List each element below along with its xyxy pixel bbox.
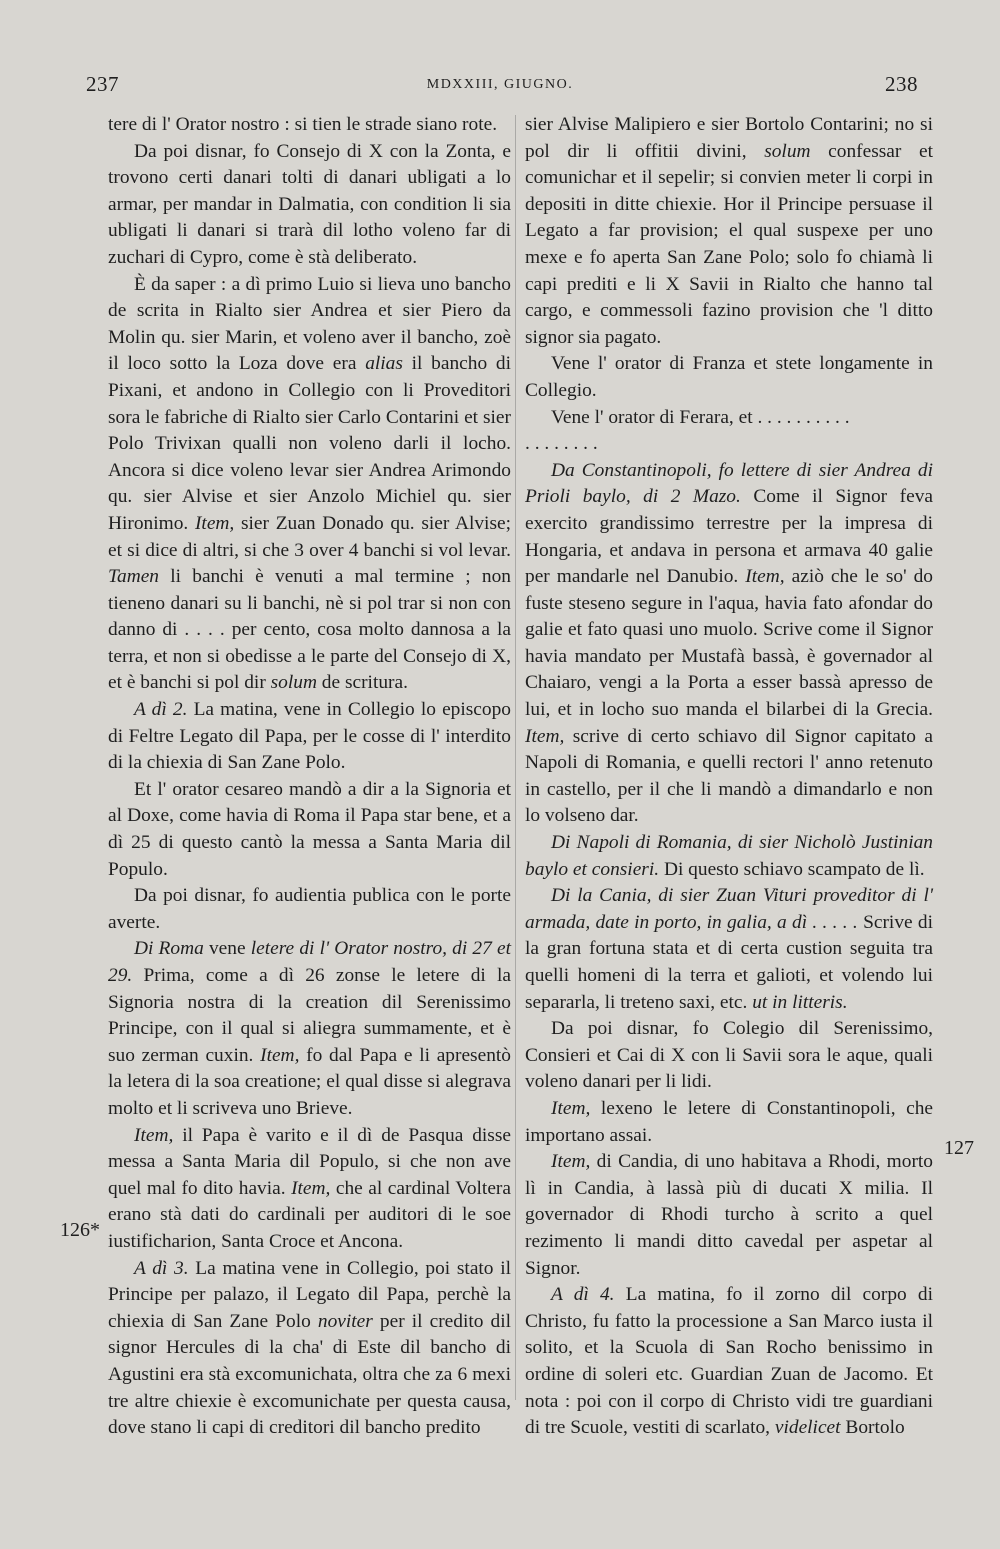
column-divider xyxy=(515,115,516,1400)
paragraph: A dì 2. La matina, vene in Collegio lo episcopo di Feltre Legato dil Papa, per le cosse di l' interdito di la chiexia di San Zane Polo. xyxy=(108,699,511,774)
paragraph: Vene l' orator di Ferara, et . . . . . . . . . . xyxy=(551,406,850,428)
paragraph: Da Constantinopoli, fo lettere di sier Andrea di Prioli baylo, di 2 Mazo. Come il Signor feva exercito grandissimo terrestre per la impresa di Hongaria, et andava in persona et armava 40 galie per mandarle nel Danubio. Item, aziò che le so' do fuste steseno segure in l'aqua, havia fato afondar do galie et fato quasi uno muolo. Scrive come il Signor havia mandato per Mustafà bassà, è governador al Chaiaro, vengi a la Porta a esser bassà apresso de lui, et in locho suo manda el bilarbei di la Grecia. Item, scrive di certo schiavo dil Signor capitato a Napoli di Romania, e quelli rectori l' anno retenuto in castello, per il che li mandò a dimandarlo e non lo volseno dar. xyxy=(525,459,933,827)
paragraph: Da poi disnar, fo Colegio dil Serenissimo, Consieri et Cai di X con li Savii sora le aque, quali voleno danari per li lidi. xyxy=(525,1018,933,1093)
paragraph: Item, di Candia, di uno habitava a Rhodi, morto lì in Candia, à lassà più di ducati X milia. Il governador di Rhodi turcho à scrito a quel rezimento li mandi ditto cavedal per aspetar al Signor. xyxy=(525,1151,933,1279)
paragraph: Item, lexeno le letere di Constantinopoli, che importano assai. xyxy=(525,1097,933,1146)
paragraph: Di la Cania, di sier Zuan Vituri proveditor di l' armada, date in porto, in galia, a dì . . . . . Scrive di la gran fortuna stata et di certa custion seguita tra quelli homeni di la terra et galioti, et volendo lui separarla, li treteno saxi, etc. ut in litteris. xyxy=(525,885,933,1013)
margin-folio-right: 127 xyxy=(944,1137,974,1159)
paragraph: Item, il Papa è varito e il dì de Pasqua disse messa a Santa Maria dil Populo, si che non ave quel mal fo dito havia. Item, che al cardinal Voltera erano stà dati do cardinali per auditori di le soe iustificharion, Santa Croce et Ancona. xyxy=(108,1124,511,1252)
paragraph: Vene l' orator di Franza et stete longamente in Collegio. xyxy=(525,353,933,401)
paragraph: tere di l' Orator nostro : si tien le strade siano rote. xyxy=(108,114,498,135)
running-title: MDXXIII, GIUGNO. xyxy=(426,77,574,92)
paragraph: Di Napoli di Romania, di sier Nicholò Justinian baylo et consieri. Di questo schiavo scampato de lì. xyxy=(525,832,933,880)
right-text-column xyxy=(525,112,933,1442)
paragraph: Et l' orator cesareo mandò a dir a la Signoria et al Doxe, come havia di Roma il Papa star bene, et a dì 25 di questo cantò la messa a Santa Maria dil Populo. xyxy=(108,778,511,880)
paragraph: Da poi disnar, fo Consejo di X con la Zonta, e trovono certi danari tolti di danari ubligati a lo armar, per mandar in Dalmatia, con condition li sia ubligati li danari si trarà dil lotho voleno far di zuchari di Cypro, come è stà deliberato. xyxy=(108,140,511,268)
left-text-column xyxy=(108,112,511,1442)
paragraph: È da saper : a dì primo Luio si lieva uno bancho de scrita in Rialto sier Andrea et sier Piero da Molin qu. sier Marin, et voleno aver il bancho, zoè il loco sotto la Loza dove era alias il bancho di Pixani, et andono in Collegio con li Proveditori sora le fabriche di Rialto sier Carlo Contarini et sier Polo Trivixan qualli non voleno darli il locho. Ancora si dice voleno levar sier Andrea Arimondo qu. sier Alvise et sier Anzolo Michiel qu. sier Hironimo. Item, sier Zuan Donado qu. sier Alvise; et si dice di altri, si che 3 over 4 banchi si vol levar. Tamen li banchi è venuti a mal termine ; non tieneno danari su li banchi, nè si pol trar si non con danno di . . . . per cento, cosa molto dannosa a la terra, et non si obedisse a le parte del Consejo di X, et è banchi si pol dir solum de scritura. xyxy=(108,273,511,694)
paragraph: A dì 3. La matina vene in Collegio, poi stato il Principe per palazo, il Legato dil Papa, perchè la chiexia di San Zane Polo noviter per il credito dil signor Hercules di la cha' di Este dil bancho di Agustini era stà excomunichata, oltra che za 6 mexi tre altre chiexie è excomunichate per questa causa, dove stano li capi di creditori dil bancho predito xyxy=(108,1257,511,1439)
paragraph: Da poi disnar, fo audientia publica con le porte averte. xyxy=(108,885,511,933)
paragraph: sier Alvise Malipiero e sier Bortolo Contarini; no si pol dir li offitii divini, solum confessar et comunichar et il sepelir; si convien meter li corpi in depositi in ditte chiexie. Hor il Principe persuase il Legato a far provision; el qual suspexe per uno mexe e fo aperta San Zane Polo; solo fo chiamà li capi prediti e li X Savii in Rialto che hanno tal cargo, e commessoli fazino provision che 'l ditto signor sia pagato. xyxy=(525,114,933,348)
margin-folio-left: 126* xyxy=(60,1219,100,1241)
paragraph: . . . . . . . . xyxy=(525,433,598,455)
left-page-number: 237 xyxy=(86,72,119,96)
paragraph: A dì 4. La matina, fo il zorno dil corpo di Christo, fu fatto la processione a San Marco iusta il solito, et la Scuola di San Rocho benissimo in ordine di soleri etc. Guardian Zuan de Jacomo. Et nota : poi con il corpo di Christo vidi tre guardiani di tre Scuole, vestiti di scarlato, videlicet Bortolo xyxy=(525,1284,933,1439)
right-page-number: 238 xyxy=(885,72,918,96)
paragraph: Di Roma vene letere di l' Orator nostro, di 27 et 29. Prima, come a dì 26 zonse le letere di la Signoria nostra di la creation dil Serenissimo Principe, con il qual si aliegra summamente, et è suo zerman cuxin. Item, fo dal Papa e li apresentò la letera di la soa creatione; el qual disse si alegrava molto et li scriveva uno Brieve. xyxy=(108,938,511,1119)
